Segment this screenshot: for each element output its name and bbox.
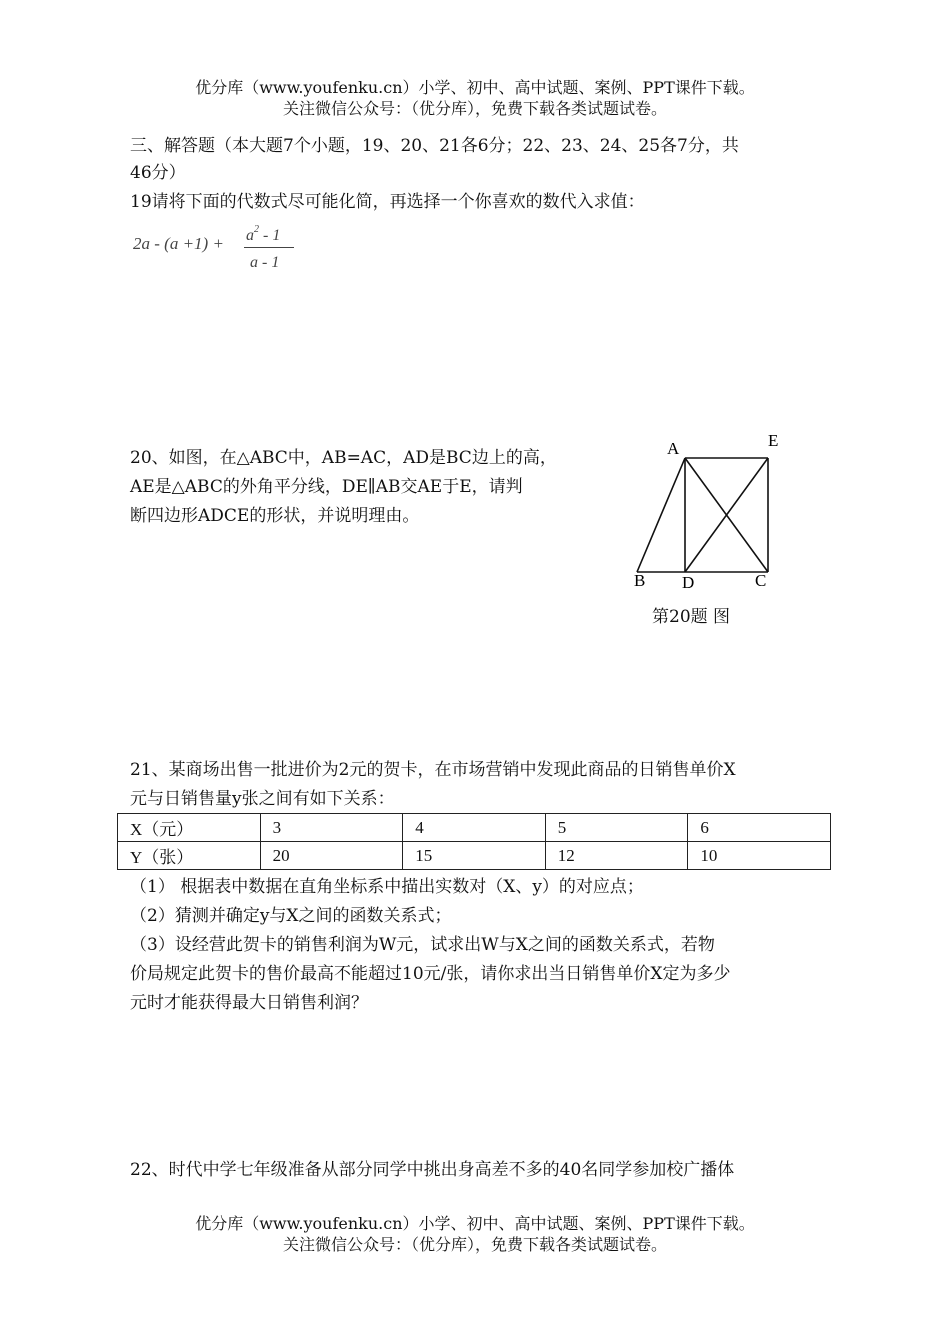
label-E: E bbox=[768, 431, 779, 450]
table-cell: Y（张） bbox=[118, 842, 261, 870]
q20-line3: 断四边形ADCE的形状，并说明理由。 bbox=[130, 506, 420, 526]
q22-line1: 22、时代中学七年级准备从部分同学中挑出身高差不多的40名同学参加校广播体 bbox=[130, 1160, 735, 1180]
q20-figure bbox=[620, 428, 790, 598]
label-D: D bbox=[682, 573, 695, 592]
q21-part1: （1） 根据表中数据在直角坐标系中描出实数对（X、y）的对应点； bbox=[130, 877, 644, 897]
table-row bbox=[118, 842, 831, 870]
page-footer-line1: 优分库（www.youfenku.cn）小学、初中、高中试题、案例、PPT课件下载。 bbox=[195, 1214, 755, 1233]
q21-table bbox=[117, 813, 831, 870]
table-cell: 12 bbox=[545, 842, 688, 870]
section-title-line1: 三、解答题（本大题7个小题，19、20、21各6分；22、23、24、25各7分，共 bbox=[130, 136, 739, 156]
table-cell: 6 bbox=[688, 814, 831, 842]
section-title-line2: 46分） bbox=[130, 163, 186, 183]
page-footer-line2: 关注微信公众号：（优分库），免费下载各类试题试卷。 bbox=[282, 1235, 667, 1254]
table-cell: 3 bbox=[260, 814, 403, 842]
q20-figure-caption: 第20题 图 bbox=[652, 607, 731, 627]
q19-formula-numerator bbox=[246, 224, 280, 245]
q21-part3-line2: 价局规定此贺卡的售价最高不能超过10元/张，请你求出当日销售单价X定为多少 bbox=[130, 964, 731, 984]
q19-formula-left: 2a - (a +1) + bbox=[133, 234, 224, 253]
table-cell: 4 bbox=[403, 814, 546, 842]
table-cell: 20 bbox=[260, 842, 403, 870]
segment-AB bbox=[637, 458, 685, 572]
page-header-line1: 优分库（www.youfenku.cn）小学、初中、高中试题、案例、PPT课件下载。 bbox=[195, 78, 755, 97]
q19-fraction-bar bbox=[244, 247, 294, 248]
table-cell: 15 bbox=[403, 842, 546, 870]
numerator-rest: - 1 bbox=[259, 227, 281, 244]
numerator-exponent: 2 bbox=[254, 224, 259, 235]
q20-line1: 20、如图，在△ABC中，AB=AC，AD是BC边上的高， bbox=[130, 448, 557, 468]
q21-part2: （2）猜测并确定y与X之间的函数关系式； bbox=[130, 906, 452, 926]
table-row bbox=[118, 814, 831, 842]
q20-line2: AE是△ABC的外角平分线，DE∥AB交AE于E，请判 bbox=[130, 477, 523, 497]
q21-line2: 元与日销售量y张之间有如下关系： bbox=[130, 789, 395, 809]
label-A: A bbox=[667, 439, 680, 458]
numerator-base: a bbox=[246, 227, 254, 244]
q21-part3-line3: 元时才能获得最大日销售利润？ bbox=[130, 993, 368, 1013]
table-cell: 5 bbox=[545, 814, 688, 842]
label-B: B bbox=[634, 571, 646, 590]
q19-formula-denominator: a - 1 bbox=[250, 254, 280, 271]
table-cell: 10 bbox=[688, 842, 831, 870]
q21-part3-line1: （3）设经营此贺卡的销售利润为W元，试求出W与X之间的函数关系式，若物 bbox=[130, 935, 715, 955]
q21-line1: 21、某商场出售一批进价为2元的贺卡，在市场营销中发现此商品的日销售单价X bbox=[130, 760, 736, 780]
q19-prompt: 19请将下面的代数式尽可能化简，再选择一个你喜欢的数代入求值： bbox=[130, 192, 645, 212]
table-cell: X（元） bbox=[118, 814, 261, 842]
label-C: C bbox=[755, 571, 767, 590]
page-header-line2: 关注微信公众号：（优分库），免费下载各类试题试卷。 bbox=[282, 99, 667, 118]
